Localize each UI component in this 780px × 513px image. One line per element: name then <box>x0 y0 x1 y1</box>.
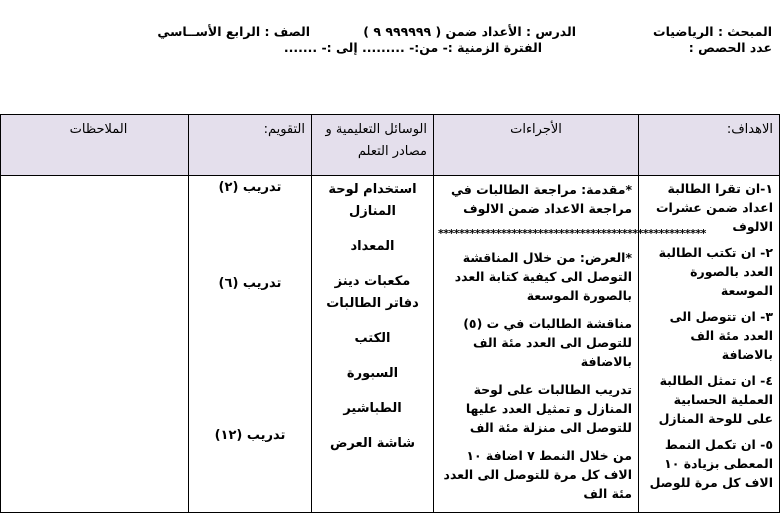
goals-header: الاهداف: <box>639 115 780 176</box>
goal-item: ٢- ان تكتب الطالبة العدد بالصورة الموسعة <box>658 245 773 298</box>
subject-label: المبحث : الرياضيات <box>653 24 772 39</box>
period-label: الفترة الزمنية :- من:- ......... إلى :- ....... <box>283 40 542 55</box>
grade-label: الصف : الرابع الأســاسي <box>157 24 310 39</box>
notes-cell <box>1 176 189 513</box>
evaluation-item: تدريب (٢) <box>218 180 282 195</box>
evaluation-cell <box>189 176 312 513</box>
procedure-discussion: مناقشة الطالبات في ت (٥) للتوصل الى العدد مئة الف بالاضافة <box>463 316 632 369</box>
procedure-intro: *مقدمة: مراجعة الطالبات في مراجعة الاعداد ضمن الالوف <box>450 182 632 216</box>
notes-header: الملاحظات <box>1 115 189 176</box>
tool-item: الطباشير <box>343 401 402 416</box>
evaluation-item: تدريب (٦) <box>218 276 282 291</box>
procedures-cell <box>434 176 706 513</box>
tool-item: السبورة <box>346 366 399 381</box>
procedure-training: تدريب الطالبات على لوحة المنازل و تمثيل العدد عليها للتوصل الى منزلة مئة الف <box>465 382 632 435</box>
lesson-plan-table <box>0 114 780 513</box>
goal-item: ٤- ان تمثل الطالبة العملية الحسابية على للوحة المنازل <box>658 373 773 426</box>
goal-item: ١-ان تقرا الطالبة اعداد ضمن عشرات الالوف <box>655 181 773 234</box>
tool-item: استخدام لوحة المنازل <box>328 182 417 219</box>
tool-item: الكتب <box>354 331 391 346</box>
evaluation-item: تدريب (١٢) <box>214 428 286 443</box>
table-body-row <box>1 176 780 513</box>
procedure-presentation: *العرض: من خلال المناقشة التوصل الى كيفية كتابة العدد بالصورة الموسعة <box>454 250 632 303</box>
goal-item: ٣- ان تتوصل الى العدد مئة الف بالاضافة <box>669 309 773 362</box>
tool-item: المعداد <box>350 239 395 254</box>
evaluation-header: التقويم: <box>189 115 312 176</box>
tools-header: الوسائل التعليمية و مصادر التعلم <box>312 115 434 176</box>
sessions-label: عدد الحصص : <box>688 40 772 55</box>
procedure-separator: *************************************************** <box>438 227 706 240</box>
table-header-row <box>1 115 780 176</box>
tool-item: مكعبات دينز دفاتر الطالبات <box>326 274 419 311</box>
procedure-pattern: من خلال النمط ٧ اضافة ١٠ الاف كل مرة للتوصل الى العدد مئة الف <box>443 448 632 501</box>
tool-item: شاشة العرض <box>329 436 416 451</box>
tools-cell <box>312 176 434 513</box>
goal-item: ٥- ان تكمل النمط المعطى بزيادة ١٠ الاف كل مرة للوصل <box>649 437 773 490</box>
procedures-header: الأجراءات <box>434 115 639 176</box>
lesson-label: الدرس : الأعداد ضمن ( ٩٩٩٩٩٩ ٩ ) <box>363 24 576 39</box>
